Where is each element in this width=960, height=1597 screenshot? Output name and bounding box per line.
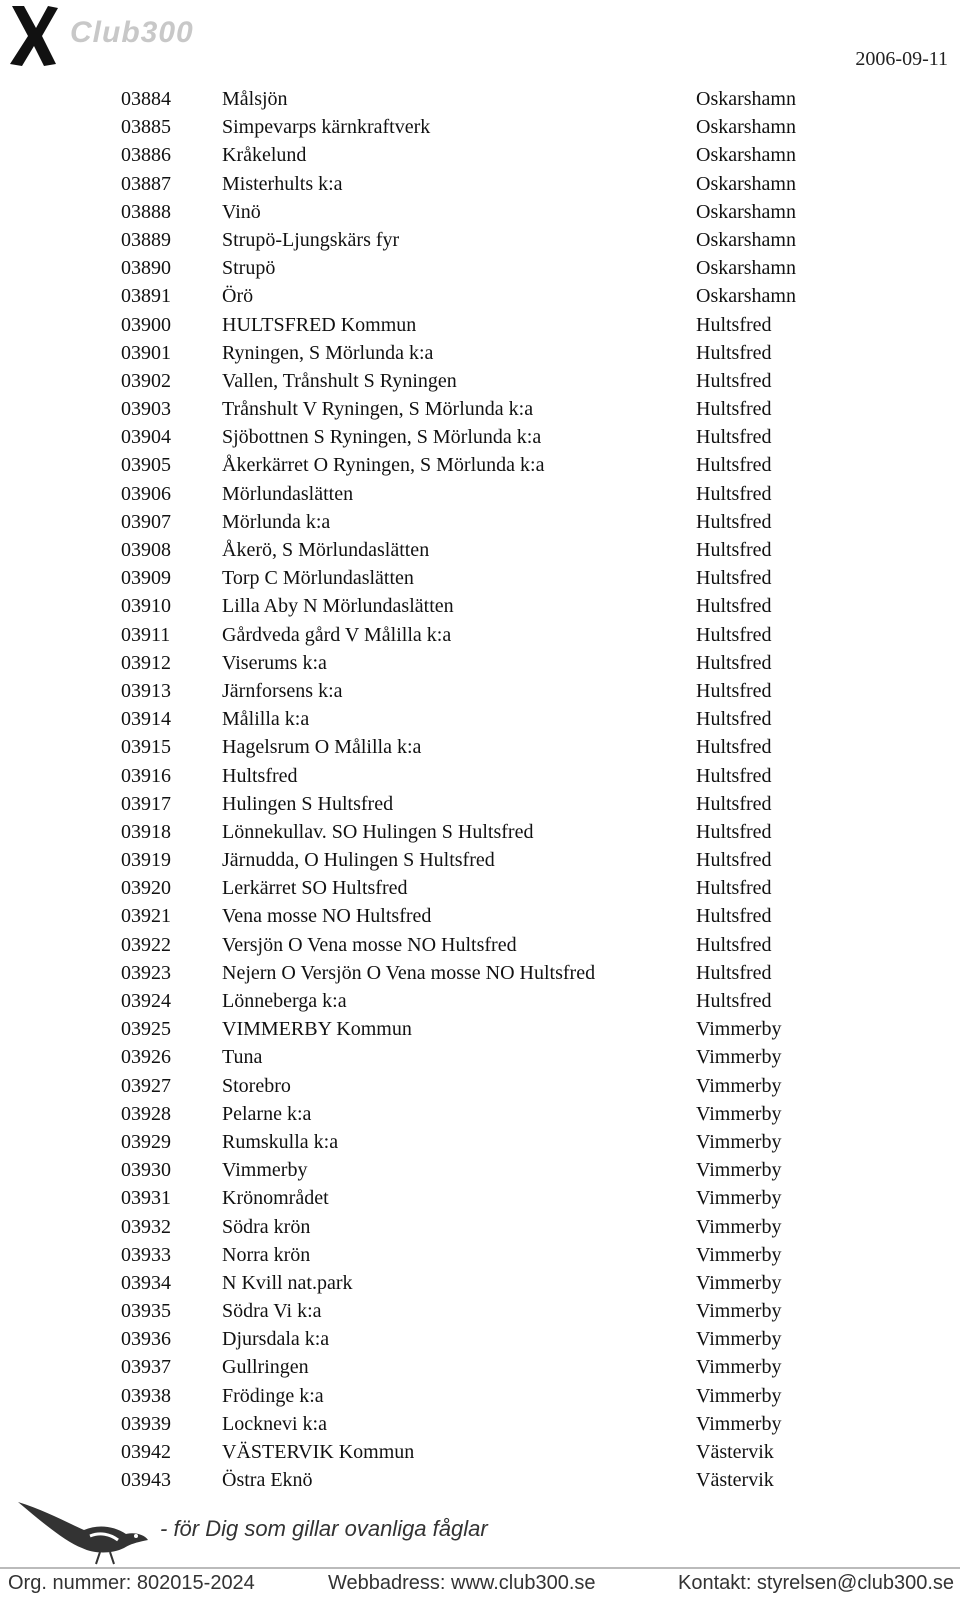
- location-name: Vinö: [222, 200, 261, 223]
- location-code: 03931: [121, 1187, 171, 1210]
- list-item: [0, 1184, 960, 1212]
- location-code: 03901: [121, 341, 171, 364]
- location-name: Strupö-Ljungskärs fyr: [222, 228, 400, 251]
- location-name: Trånshult V Ryningen, S Mörlunda k:a: [222, 398, 534, 421]
- municipality-name: Vimmerby: [696, 1356, 782, 1379]
- location-name: Sjöbottnen S Ryningen, S Mörlunda k:a: [222, 426, 542, 449]
- municipality-name: Oskarshamn: [696, 285, 796, 308]
- contact-email[interactable]: Kontakt: styrelsen@club300.se: [678, 1572, 955, 1594]
- list-item: [0, 621, 960, 649]
- location-name: Örö: [222, 285, 254, 308]
- bird-icon: [14, 1496, 154, 1566]
- location-name: Strupö: [222, 257, 276, 280]
- location-code: 03906: [121, 482, 171, 505]
- list-item: [0, 451, 960, 479]
- location-name: Åkerö, S Mörlundaslätten: [222, 539, 430, 561]
- location-name: Norra krön: [222, 1243, 311, 1266]
- list-item: [0, 677, 960, 705]
- list-item: [0, 1353, 960, 1381]
- municipality-name: Vimmerby: [696, 1384, 782, 1407]
- list-item: [0, 170, 960, 198]
- municipality-name: Hultsfred: [696, 792, 772, 815]
- location-name: Tuna: [222, 1046, 263, 1069]
- municipality-name: Vimmerby: [696, 1018, 782, 1041]
- location-name: Lönnekullav. SO Hulingen S Hultsfred: [222, 820, 534, 843]
- municipality-name: Vimmerby: [696, 1187, 782, 1210]
- location-code: 03903: [121, 398, 171, 421]
- location-code: 03937: [121, 1356, 171, 1379]
- location-name: Mörlundaslätten: [222, 482, 354, 505]
- location-name: Rumskulla k:a: [222, 1130, 339, 1153]
- location-name: Lilla Aby N Mörlundaslätten: [222, 595, 454, 618]
- location-code: 03922: [121, 933, 171, 956]
- list-item: [0, 874, 960, 902]
- list-item: [0, 818, 960, 846]
- municipality-name: Hultsfred: [696, 820, 772, 843]
- location-name: Järnforsens k:a: [222, 679, 343, 702]
- list-item: [0, 367, 960, 395]
- municipality-name: Hultsfred: [696, 990, 772, 1012]
- municipality-name: Hultsfred: [696, 623, 772, 646]
- location-code: 03923: [121, 961, 171, 984]
- location-name: Södra krön: [222, 1215, 311, 1238]
- municipality-name: Vimmerby: [696, 1159, 782, 1182]
- list-item: [0, 254, 960, 282]
- location-code: 03915: [121, 736, 171, 759]
- list-item: [0, 395, 960, 423]
- footer-divider: [0, 1567, 960, 1569]
- list-item: [0, 1043, 960, 1071]
- location-name: Hulingen S Hultsfred: [222, 792, 394, 815]
- location-name: Vena mosse NO Hultsfred: [222, 905, 432, 928]
- location-code: 03914: [121, 708, 171, 731]
- location-code: 03887: [121, 172, 171, 195]
- location-code: 03910: [121, 595, 171, 618]
- location-code: 03902: [121, 369, 171, 392]
- list-item: [0, 339, 960, 367]
- list-item: [0, 480, 960, 508]
- list-item: [0, 1241, 960, 1269]
- list-item: [0, 1100, 960, 1128]
- location-code: 03934: [121, 1271, 171, 1294]
- list-item: [0, 1128, 960, 1156]
- location-name: Östra Eknö: [222, 1469, 313, 1492]
- municipality-name: Hultsfred: [696, 369, 772, 392]
- list-item: [0, 705, 960, 733]
- location-name: VIMMERBY Kommun: [222, 1018, 412, 1041]
- municipality-name: Hultsfred: [696, 651, 772, 674]
- location-list: [0, 85, 960, 1494]
- list-item: [0, 846, 960, 874]
- location-name: Mörlunda k:a: [222, 510, 331, 533]
- location-name: Järnudda, O Hulingen S Hultsfred: [222, 849, 495, 872]
- location-code: 03933: [121, 1243, 171, 1266]
- list-item: [0, 1213, 960, 1241]
- location-name: Locknevi k:a: [222, 1412, 327, 1435]
- list-item: [0, 1382, 960, 1410]
- list-item: [0, 226, 960, 254]
- document-date: 2006-09-11: [855, 48, 948, 70]
- location-code: 03917: [121, 792, 171, 815]
- municipality-name: Hultsfred: [696, 764, 772, 787]
- municipality-name: Hultsfred: [696, 426, 772, 449]
- location-code: 03929: [121, 1130, 171, 1153]
- municipality-name: Oskarshamn: [696, 228, 796, 251]
- location-name: Lerkärret SO Hultsfred: [222, 877, 408, 900]
- location-code: 03919: [121, 849, 171, 872]
- location-code: 03930: [121, 1159, 171, 1182]
- location-name: Nejern O Versjön O Vena mosse NO Hultsfred: [222, 961, 596, 984]
- municipality-name: Vimmerby: [696, 1412, 782, 1435]
- org-number: Org. nummer: 802015-2024: [8, 1572, 255, 1594]
- list-item: [0, 1297, 960, 1325]
- location-code: 03907: [121, 510, 171, 533]
- location-code: 03913: [121, 679, 171, 702]
- location-code: 03939: [121, 1412, 171, 1435]
- list-item: [0, 1438, 960, 1466]
- location-code: 03911: [121, 623, 171, 646]
- municipality-name: Oskarshamn: [696, 172, 796, 195]
- list-item: [0, 113, 960, 141]
- location-code: 03927: [121, 1074, 171, 1097]
- municipality-name: Hultsfred: [696, 398, 772, 421]
- list-item: [0, 959, 960, 987]
- location-code: 03943: [121, 1469, 171, 1492]
- municipality-name: Oskarshamn: [696, 144, 796, 167]
- municipality-name: Västervik: [696, 1441, 774, 1463]
- municipality-name: Hultsfred: [696, 736, 772, 759]
- location-name: Krönområdet: [222, 1187, 329, 1210]
- location-code: 03926: [121, 1046, 171, 1069]
- municipality-name: Vimmerby: [696, 1300, 782, 1323]
- municipality-name: Hultsfred: [696, 933, 772, 956]
- list-item: [0, 1072, 960, 1100]
- location-code: 03889: [121, 228, 171, 251]
- municipality-name: Hultsfred: [696, 482, 772, 505]
- location-code: 03932: [121, 1215, 171, 1238]
- location-code: 03890: [121, 257, 171, 280]
- location-code: 03888: [121, 200, 171, 223]
- x-logo-icon: [6, 2, 66, 68]
- municipality-name: Hultsfred: [696, 877, 772, 900]
- municipality-name: Hultsfred: [696, 679, 772, 702]
- location-code: 03918: [121, 820, 171, 843]
- location-code: 03900: [121, 313, 171, 336]
- municipality-name: Västervik: [696, 1469, 774, 1492]
- location-code: 03909: [121, 567, 171, 590]
- list-item: [0, 987, 960, 1015]
- location-name: Versjön O Vena mosse NO Hultsfred: [222, 933, 517, 956]
- list-item: [0, 311, 960, 339]
- location-name: Storebro: [222, 1074, 291, 1097]
- list-item: [0, 564, 960, 592]
- list-item: [0, 85, 960, 113]
- list-item: [0, 592, 960, 620]
- location-name: Djursdala k:a: [222, 1328, 330, 1351]
- location-name: HULTSFRED Kommun: [222, 313, 417, 336]
- municipality-name: Vimmerby: [696, 1074, 782, 1097]
- location-name: Lönneberga k:a: [222, 990, 347, 1012]
- location-name: Målilla k:a: [222, 708, 310, 731]
- municipality-name: Hultsfred: [696, 567, 772, 590]
- location-code: 03886: [121, 144, 171, 167]
- list-item: [0, 931, 960, 959]
- municipality-name: Vimmerby: [696, 1328, 782, 1351]
- list-item: [0, 1269, 960, 1297]
- municipality-name: Oskarshamn: [696, 88, 796, 110]
- location-name: Misterhults k:a: [222, 172, 343, 195]
- location-code: 03924: [121, 990, 171, 1012]
- location-code: 03885: [121, 116, 171, 139]
- location-name: Simpevarps kärnkraftverk: [222, 116, 431, 139]
- list-item: [0, 733, 960, 761]
- municipality-name: Hultsfred: [696, 708, 772, 731]
- location-name: Gullringen: [222, 1356, 309, 1379]
- location-name: N Kvill nat.park: [222, 1271, 353, 1294]
- list-item: [0, 141, 960, 169]
- location-name: VÄSTERVIK Kommun: [222, 1441, 415, 1463]
- location-name: Frödinge k:a: [222, 1384, 324, 1407]
- website-address[interactable]: Webbadress: www.club300.se: [328, 1572, 596, 1594]
- municipality-name: Vimmerby: [696, 1243, 782, 1266]
- location-code: 03912: [121, 651, 171, 674]
- list-item: [0, 790, 960, 818]
- location-name: Gårdveda gård V Målilla k:a: [222, 623, 452, 646]
- municipality-name: Hultsfred: [696, 341, 772, 364]
- municipality-name: Hultsfred: [696, 539, 772, 561]
- location-name: Ryningen, S Mörlunda k:a: [222, 341, 434, 364]
- location-code: 03925: [121, 1018, 171, 1041]
- location-name: Målsjön: [222, 88, 288, 110]
- municipality-name: Oskarshamn: [696, 200, 796, 223]
- municipality-name: Oskarshamn: [696, 257, 796, 280]
- location-code: 03935: [121, 1300, 171, 1323]
- location-code: 03921: [121, 905, 171, 928]
- list-item: [0, 508, 960, 536]
- location-code: 03891: [121, 285, 171, 308]
- municipality-name: Hultsfred: [696, 905, 772, 928]
- list-item: [0, 1410, 960, 1438]
- location-code: 03942: [121, 1441, 171, 1463]
- tagline: - för Dig som gillar ovanliga fåglar: [160, 1516, 488, 1541]
- location-name: Hagelsrum O Målilla k:a: [222, 736, 422, 759]
- location-name: Vallen, Trånshult S Ryningen: [222, 369, 457, 392]
- location-code: 03905: [121, 454, 171, 477]
- list-item: [0, 423, 960, 451]
- location-code: 03938: [121, 1384, 171, 1407]
- municipality-name: Vimmerby: [696, 1046, 782, 1069]
- location-name: Pelarne k:a: [222, 1102, 312, 1125]
- list-item: [0, 282, 960, 310]
- location-code: 03920: [121, 877, 171, 900]
- location-name: Södra Vi k:a: [222, 1300, 322, 1323]
- municipality-name: Hultsfred: [696, 510, 772, 533]
- location-code: 03904: [121, 426, 171, 449]
- municipality-name: Vimmerby: [696, 1215, 782, 1238]
- list-item: [0, 1156, 960, 1184]
- location-name: Åkerkärret O Ryningen, S Mörlunda k:a: [222, 454, 545, 477]
- municipality-name: Vimmerby: [696, 1271, 782, 1294]
- list-item: [0, 1466, 960, 1494]
- location-name: Viserums k:a: [222, 651, 327, 674]
- location-name: Kråkelund: [222, 144, 307, 167]
- municipality-name: Hultsfred: [696, 313, 772, 336]
- location-code: 03884: [121, 88, 171, 110]
- list-item: [0, 198, 960, 226]
- location-code: 03916: [121, 764, 171, 787]
- municipality-name: Hultsfred: [696, 961, 772, 984]
- location-name: Torp C Mörlundaslätten: [222, 567, 414, 590]
- location-code: 03908: [121, 539, 171, 561]
- list-item: [0, 1015, 960, 1043]
- municipality-name: Hultsfred: [696, 849, 772, 872]
- list-item: [0, 649, 960, 677]
- club300-logo: [6, 2, 226, 68]
- municipality-name: Hultsfred: [696, 454, 772, 477]
- municipality-name: Oskarshamn: [696, 116, 796, 139]
- location-code: 03936: [121, 1328, 171, 1351]
- municipality-name: Vimmerby: [696, 1130, 782, 1153]
- logo-text: Club300: [70, 16, 194, 49]
- location-name: Hultsfred: [222, 764, 298, 787]
- location-code: 03928: [121, 1102, 171, 1125]
- municipality-name: Vimmerby: [696, 1102, 782, 1125]
- municipality-name: Hultsfred: [696, 595, 772, 618]
- location-name: Vimmerby: [222, 1159, 308, 1182]
- list-item: [0, 536, 960, 564]
- list-item: [0, 762, 960, 790]
- list-item: [0, 1325, 960, 1353]
- list-item: [0, 902, 960, 930]
